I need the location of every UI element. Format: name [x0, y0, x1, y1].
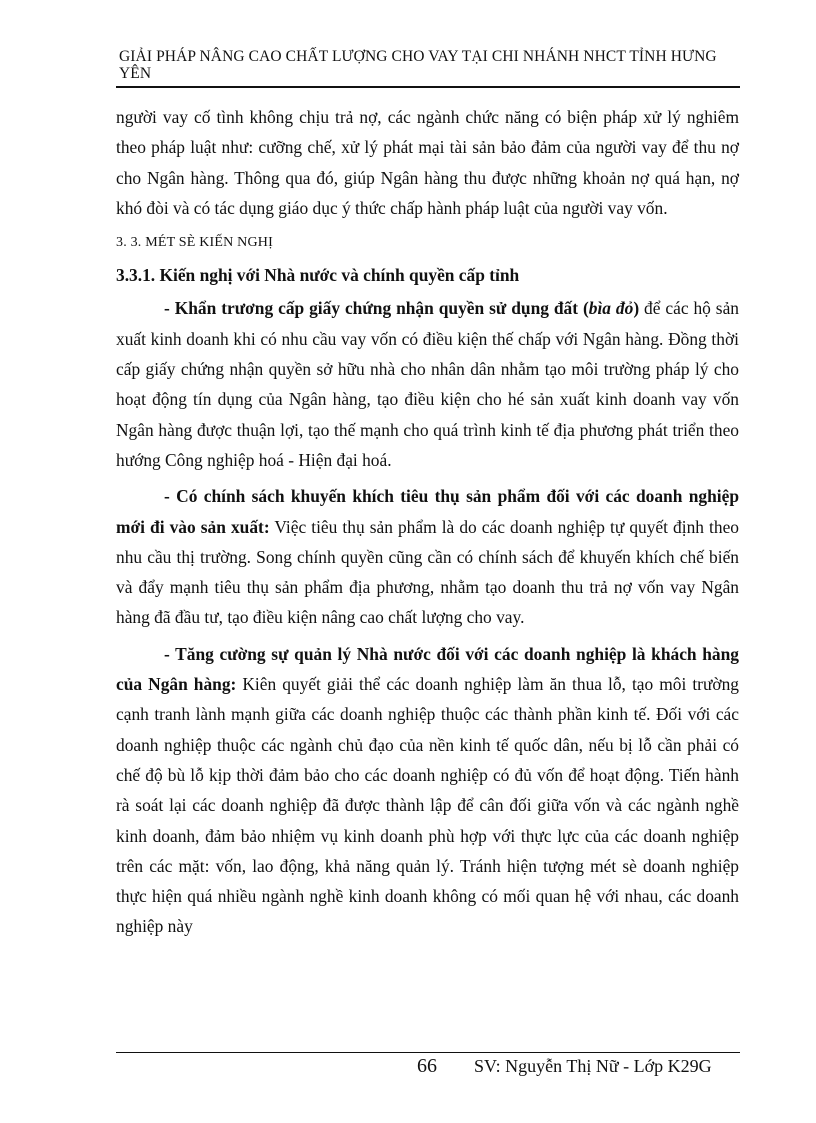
paragraph-land-certificates — [116, 293, 739, 475]
paragraph-text: để các hộ sản xuất kinh doanh khi có nhu cầu vay vốn có điều kiện thế chấp với Ngân hàng. Đồng thời cấp giấy chứng nhận quyền sở hữu nhà cho nhân dân nhằm tạo môi trường pháp lý cho hoạt động tín dụng của Ngân hàng, tạo điều kiện cho hé sản xuất kinh doanh vay vốn Ngân hàng được thuận lợi, tạo thế mạnh cho quá trình kinh tế địa phương phát triển theo hướng Công nghiệp hoá - Hiện đại hoá. — [116, 298, 739, 470]
header-rule — [116, 86, 740, 88]
document-body — [116, 102, 739, 942]
paragraph-lead: - Tăng cường sự quản lý Nhà nước đối với các doanh nghiệp là khách hàng của Ngân hàng: — [116, 643, 739, 695]
paragraph-intro: người vay cố tình không chịu trả nợ, các ngành chức năng có biện pháp xử lý nghiêm theo pháp luật như: cưỡng chế, xử lý phát mại tài sản bảo đảm của người vay để thu nợ cho Ngân hàng. Thông qua đó, giúp Ngân hàng thu được những khoản nợ quá hạn, nợ khó đòi và có tác dụng giáo dục ý thức chấp hành pháp luật của người vay vốn. — [116, 107, 739, 218]
section-heading: 3. 3. MÉT SÈ KIẾN NGHỊ — [116, 235, 273, 251]
paragraph-text: Việc tiêu thụ sản phẩm là do các doanh nghiệp tự quyết định theo nhu cầu thị trường. Song chính quyền cũng cần có chính sách để khuyến khích chế biến và đẩy mạnh tiêu thụ sản phẩm địa phương, nhằm tạo doanh thu trả nợ vốn vay Ngân hàng đã đầu tư, tạo điều kiện nâng cao chất lượng cho vay. — [116, 516, 739, 628]
lead-text: - Khẩn trương cấp giấy chứng nhận quyền sử dụng đất ( — [164, 298, 589, 319]
page-number: 66 — [417, 1055, 437, 1077]
paragraph-lead: - Có chính sách khuyến khích tiêu thụ sản phẩm đối với các doanh nghiệp mới đi vào sản xuất: — [116, 486, 739, 537]
running-header: GIẢI PHÁP NÂNG CAO CHẤT LƯỢNG CHO VAY TẠI CHI NHÁNH NHCT TỈNH HƯNG YÊN — [119, 48, 717, 82]
footer-author: SV: Nguyễn Thị Nữ - Lớp K29G — [474, 1056, 712, 1076]
paragraph-text: Kiên quyết giải thể các doanh nghiệp làm ăn thua lỗ, tạo môi trường cạnh tranh lành mạnh giữa các doanh nghiệp thuộc các thành phần kinh tế. Đối với các doanh nghiệp thuộc các ngành chủ đạo của nền kinh tế quốc dân, nếu bị lỗ cần phải có chế độ bù lỗ kịp thời đảm bảo cho các doanh nghiệp có đủ vốn để hoạt động. Tiến hành rà soát lại các doanh nghiệp đã được thành lập để cân đối giữa vốn và các ngành nghề kinh doanh, đảm bảo nhiệm vụ kinh doanh phù hợp với thực lực của các doanh nghiệp trên các mặt: vốn, lao động, khả năng quản lý. Tránh hiện tượng mét sè doanh nghiệp thực hiện quá nhiều ngành nghề kinh doanh không có mối quan hệ với nhau, các doanh nghiệp này — [116, 674, 739, 937]
paragraph-consumption-policy — [116, 481, 739, 632]
footer-rule — [116, 1052, 740, 1053]
paragraph-state-management — [116, 639, 739, 942]
lead-italic-text: bìa đỏ — [588, 298, 634, 319]
paragraph-lead — [164, 298, 639, 318]
subsection-heading: 3.3.1. Kiến nghị với Nhà nước và chính quyền cấp tỉnh — [116, 265, 520, 286]
lead-text-close: ) — [633, 298, 640, 319]
